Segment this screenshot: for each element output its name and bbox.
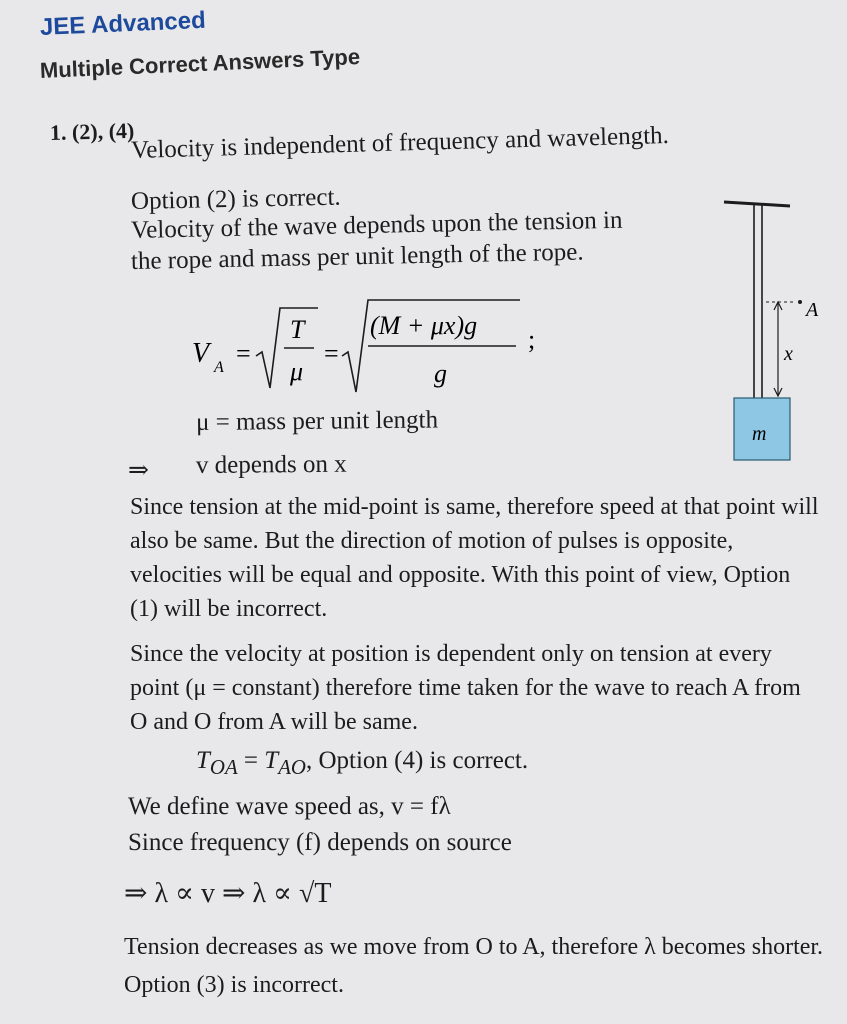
rope-diagram — [718, 188, 828, 468]
proportionality-relation: ⇒ λ ∝ v ⇒ λ ∝ √T — [124, 878, 332, 909]
time-equality — [196, 747, 528, 780]
mass-label: m — [752, 423, 767, 445]
formula-lhs-sub: A — [214, 359, 224, 376]
frequency-statement: Since frequency (f) depends on source — [128, 829, 512, 856]
text-line-4: the rope and mass per unit length of the rope. — [130, 238, 584, 275]
toa-option: Option (4) is correct. — [318, 747, 529, 774]
paragraph-conclusion: Tension decreases as we move from O to A, therefore λ becomes shorter. Option (3) is incorrect. — [124, 934, 824, 998]
frac2-numerator: (M + μx)g — [370, 311, 478, 340]
formula-lhs: V — [192, 338, 210, 369]
formula-equals-2: = — [324, 339, 339, 368]
v-depends-on-x: v depends on x — [195, 450, 347, 479]
section-title: Multiple Correct Answers Type — [39, 44, 361, 83]
frac2-denominator: g — [434, 359, 447, 388]
paragraph-midpoint: Since tension at the mid-point is same, therefore speed at that point will also be same. But the direction of motion of pulses is opposite, velocities will be equal and opposite. With this point of view, Option (1) will be incorrect. — [130, 494, 819, 622]
implies-arrow: ⇒ — [128, 457, 149, 484]
toa-t1: T — [196, 747, 210, 774]
wave-speed-definition: We define wave speed as, v = fλ — [128, 793, 451, 820]
distance-x-label: x — [784, 343, 793, 365]
text-line-3: Velocity of the wave depends upon the tension in — [130, 206, 623, 244]
toa-t2-sub: AO — [278, 755, 306, 779]
velocity-formula — [190, 292, 570, 402]
paragraph-tension: Since the velocity at position is dependent only on tension at every point (μ = constant) therefore time taken for the wave to reach A from O and O from A will be same. — [130, 641, 801, 735]
question-answers: (2), (4) — [71, 117, 135, 145]
text-line-1: Velocity is independent of frequency and wavelength. — [130, 121, 670, 164]
formula-semicolon: ; — [528, 325, 536, 354]
question-index: 1. — [49, 119, 67, 145]
frac1-denominator: μ — [290, 357, 304, 386]
mu-definition: μ = mass per unit length — [195, 406, 439, 436]
toa-equals: = — [243, 747, 259, 774]
ceiling-support — [724, 202, 790, 206]
question-number — [50, 118, 135, 146]
point-a-label: A — [806, 299, 819, 321]
formula-equals-1: = — [236, 339, 251, 368]
point-a-dot — [798, 300, 802, 304]
toa-t1-sub: OA — [209, 755, 238, 779]
brand-title: JEE Advanced — [39, 6, 207, 41]
toa-comma: , — [305, 747, 313, 774]
toa-t2: T — [264, 747, 279, 774]
frac1-numerator: T — [290, 315, 305, 344]
text-line-2: Option (2) is correct. — [130, 183, 341, 215]
